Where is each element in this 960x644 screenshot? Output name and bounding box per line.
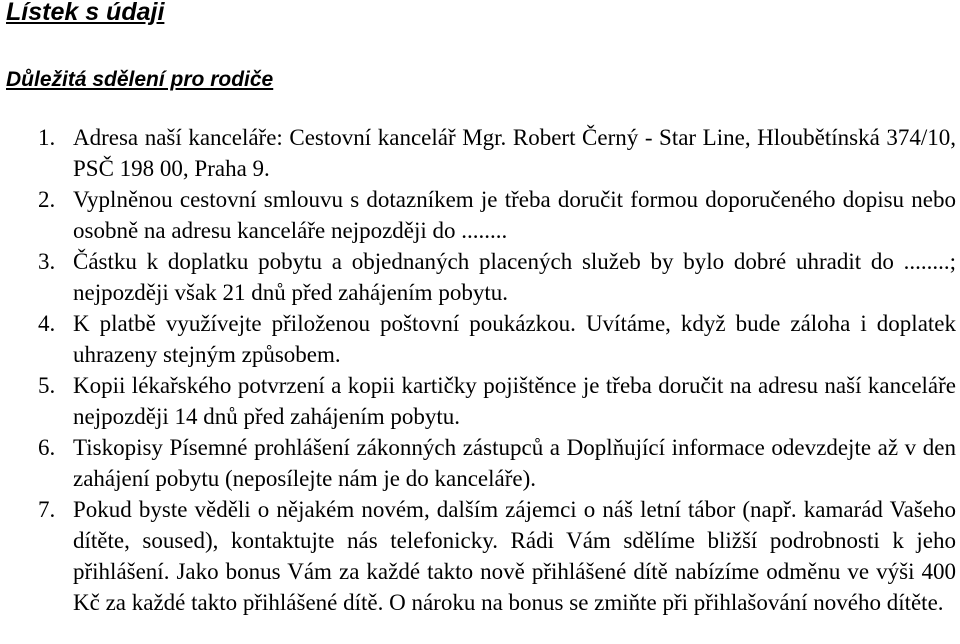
document-title: Lístek s údaji: [6, 0, 165, 26]
notice-text: Adresa naší kanceláře: Cestovní kancelář Mgr. Robert Černý - Star Line, Hloubětínská 374/10, PSČ 198 00, Praha 9.: [73, 125, 956, 181]
notice-text: Tiskopisy Písemné prohlášení zákonných zástupců a Doplňující informace odevzdejte až v den zahájení pobytu (neposílejte nám je do kanceláře).: [73, 435, 956, 491]
notice-number: 1.: [38, 125, 56, 150]
notice-number: 3.: [38, 249, 56, 274]
notice-item-1: [38, 122, 956, 184]
notice-text: Vyplněnou cestovní smlouvu s dotazníkem je třeba doručit formou doporučeného dopisu nebo osobně na adresu kanceláře nejpozději do ........: [73, 187, 956, 243]
notice-number: 5.: [38, 373, 56, 398]
notice-number: 4.: [38, 311, 56, 336]
notice-item-7: [38, 494, 956, 618]
notice-text: Pokud byste věděli o nějakém novém, dalším zájemci o náš letní tábor (např. kamarád Vašeho dítěte, soused), kontaktujte nás telefonicky. Rádi Vám sdělíme bližší podrobnosti k jeho přihlášení. Jako bonus Vám za každé takto nově přihlášené dítě nabízíme odměnu ve výši 400 Kč za každé takto přihlášené dítě. O nároku na bonus se zmiňte při přihlašování nového dítěte.: [73, 497, 956, 615]
notice-text: K platbě využívejte přiloženou poštovní poukázkou. Uvítáme, když bude záloha i doplatek uhrazeny stejným způsobem.: [73, 311, 956, 367]
notice-text: Částku k doplatku pobytu a objednaných placených služeb by bylo dobré uhradit do ........; nejpozději však 21 dnů před zahájením pobytu.: [73, 249, 956, 305]
notice-item-5: [38, 370, 956, 432]
section-heading: Důležitá sdělení pro rodiče: [6, 68, 274, 91]
notice-list: [38, 122, 956, 618]
notice-item-2: [38, 184, 956, 246]
notice-number: 6.: [38, 435, 56, 460]
notice-item-4: [38, 308, 956, 370]
notice-number: 7.: [38, 497, 56, 522]
notice-text: Kopii lékařského potvrzení a kopii kartičky pojištěnce je třeba doručit na adresu naší kanceláře nejpozději 14 dnů před zahájením pobytu.: [73, 373, 956, 429]
notice-number: 2.: [38, 187, 56, 212]
notice-item-3: [38, 246, 956, 308]
notice-item-6: [38, 432, 956, 494]
